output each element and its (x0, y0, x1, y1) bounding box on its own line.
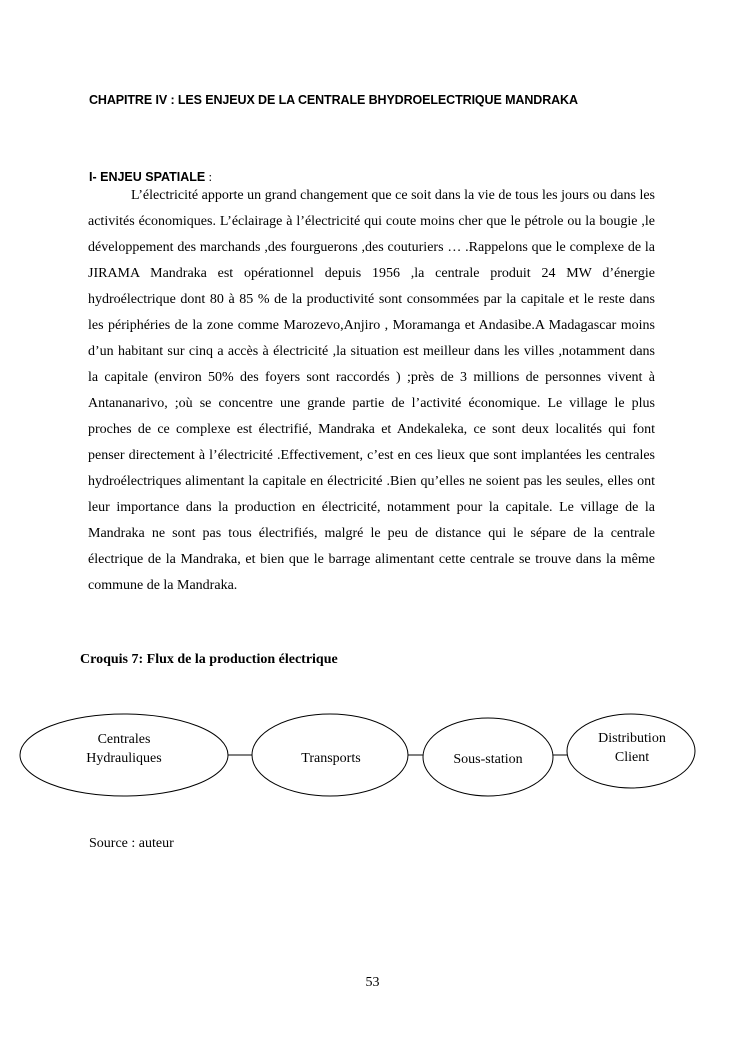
section-heading-suffix: : (205, 169, 213, 184)
figure-caption: Croquis 7: Flux de la production électrique (80, 652, 338, 667)
page-number: 53 (365, 975, 380, 990)
body-paragraph: L’électricité apporte un grand changement que ce soit dans la vie de tous les jours ou dans les activités économiques. L’éclairage à l’électricité qui coute moins cher que le pétrole ou la bougie ,le développement des marchands ,des fourguerons ,des couturiers … .Rappelons que le complexe de la JIRAMA Mandraka est opérationnel depuis 1956 ,la centrale produit 24 MW d’énergie hydroélectrique dont 80 à 85 % de la productivité sont consommées par la capitale et le reste dans les périphéries de la zone comme Marozevo,Anjiro , Moramanga et Andasibe.A Madagascar moins d’un habitant sur cinq a accès à électricité ,la situation est meilleur dans les villes ,notamment dans la capitale (environ 50% des foyers sont raccordés ) ;près de 3 millions de personnes vivent à Antananarivo, ;où se concentre une grande partie de l’activité économique. Le village le plus proches de ce complexe est électrifié, Mandraka et Andekaleka, ce sont deux localités qui font penser directement à l’électricité .Effectivement, c’est en ces lieux que sont implantées les centrales hydroélectriques alimentant la capitale en électricité .Bien qu’elles ne soient pas les seules, elles ont leur importance dans la production en électricité, notamment pour la capitale. Le village de la Mandraka ne sont pas tous électrifiés, malgré le peu de distance qui le sépare de la centrale électrique de la Mandraka, et bien que le barrage alimentant cette centrale se trouve dans la même commune de la Mandraka. (88, 188, 655, 593)
flow-diagram (0, 695, 745, 825)
flow-node-sous-station-line1: Sous-station (453, 752, 523, 767)
flow-node-centrales-line2: Hydrauliques (86, 751, 162, 766)
figure-source: Source : auteur (89, 836, 174, 851)
flow-node-sous-station (423, 718, 553, 796)
section-heading-label: I- ENJEU SPATIALE (89, 170, 206, 184)
chapter-title: CHAPITRE IV : LES ENJEUX DE LA CENTRALE BHYDROELECTRIQUE MANDRAKA (89, 93, 578, 107)
flow-node-centrales (20, 714, 228, 796)
flow-node-distribution (567, 714, 695, 788)
flow-node-distribution-line1: Distribution (598, 731, 666, 746)
flow-node-transports (252, 714, 408, 796)
flow-node-transports-line1: Transports (301, 751, 361, 766)
flow-node-distribution-line2: Client (614, 750, 650, 765)
flow-node-centrales-line1: Centrales (97, 732, 151, 747)
